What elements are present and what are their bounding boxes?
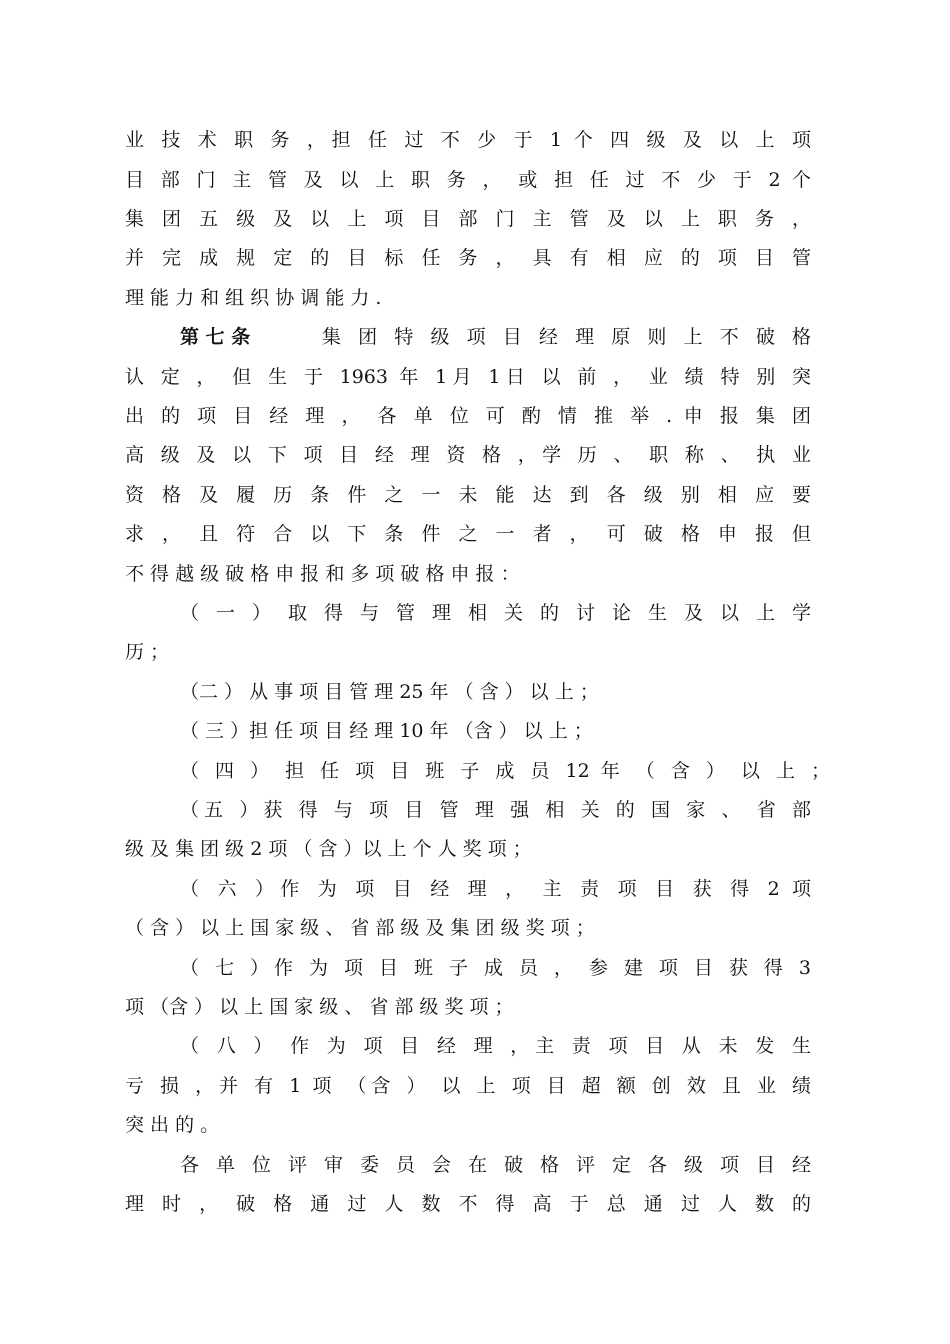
- condition-1-cont: 历 ；: [125, 641, 170, 663]
- condition-8-cont: 突 出 的 。: [125, 1114, 220, 1136]
- text-line: 资 格 及 履 历 条 件 之 一 未 能 达 到 各 级 别 相 应 要: [125, 484, 811, 506]
- text-line: 求 ， 且 符 合 以 下 条 件 之 一 者 ， 可 破 格 申 报 但: [125, 523, 811, 545]
- condition-5: （五 ）获 得 与 项 目 管 理 强 相 关 的 国 家 、 省 部: [180, 799, 811, 821]
- condition-1: （ 一 ） 取 得 与 管 理 相 关 的 讨 论 生 及 以 上 学: [180, 602, 811, 624]
- text-line: 业 技 术 职 务 ，担 任 过 不 少 于 1 个 四 级 及 以 上 项: [125, 129, 811, 151]
- text-line: 认 定 ， 但 生 于 1963 年 1月 1日 以 前 ， 业 绩 特 别 突: [125, 366, 811, 388]
- text-line: 高 级 及 以 下 项 目 经 理 资 格 ，学 历 、 职 称 、 执 业: [125, 444, 811, 466]
- condition-7-cont: 项 （含 ） 以 上 国 家 级 、 省 部 级 奖 项 ；: [125, 996, 514, 1018]
- article-7-label: [180, 322, 250, 352]
- text-line: 目 部 门 主 管 及 以 上 职 务 ， 或 担 任 过 不 少 于 2 个: [125, 169, 811, 191]
- condition-6: （ 六 ）作 为 项 目 经 理 ， 主 责 项 目 获 得 2 项: [180, 878, 811, 900]
- condition-8: （ 八 ） 作 为 项 目 经 理 ，主 责 项 目 从 未 发 生: [180, 1035, 811, 1057]
- condition-3: （ 三 ）担 任 项 目 经 理 10 年 （含 ） 以 上 ；: [180, 720, 593, 742]
- text-line: 理 能 力 和 组 织 协 调 能 力 .: [125, 287, 382, 309]
- condition-5-cont: 级 及 集 团 级 2 项 （ 含 ）以 上 个 人 奖 项 ；: [125, 838, 532, 860]
- condition-6-cont: （ 含 ） 以 上 国 家 级 、 省 部 级 及 集 团 级 奖 项 ；: [125, 917, 595, 939]
- text-line: 不 得 越 级 破 格 申 报 和 多 项 破 格 申 报 ：: [125, 563, 520, 585]
- text-line: 集 团 五 级 及 以 上 项 目 部 门 主 管 及 以 上 职 务 ，: [125, 208, 811, 230]
- condition-2: （二 ） 从 事 项 目 管 理 25 年 （ 含 ） 以 上 ；: [180, 681, 599, 703]
- article-7-first-line: 集 团 特 级 项 目 经 理 原 则 上 不 破 格: [322, 326, 811, 348]
- closing-paragraph: 各 单 位 评 审 委 员 会 在 破 格 评 定 各 级 项 目 经: [180, 1154, 811, 1176]
- text-line: 出 的 项 目 经 理 ， 各 单 位 可 酌 情 推 举 . 申 报 集 团: [125, 405, 811, 427]
- text-line: 并 完 成 规 定 的 目 标 任 务 ， 具 有 相 应 的 项 目 管: [125, 247, 811, 269]
- closing-paragraph-cont: 理 时 ， 破 格 通 过 人 数 不 得 高 于 总 通 过 人 数 的: [125, 1193, 811, 1215]
- condition-7: （ 七 ）作 为 项 目 班 子 成 员 ， 参 建 项 目 获 得 3: [180, 957, 811, 979]
- condition-4: （ 四 ） 担 任 项 目 班 子 成 员 12 年 （ 含 ） 以 上 ；: [180, 760, 830, 782]
- article-7-label-text: 第 七 条: [180, 326, 251, 348]
- condition-8-cont: 亏 损 ，并 有 1 项 （含 ） 以 上 项 目 超 额 创 效 且 业 绩: [125, 1075, 811, 1097]
